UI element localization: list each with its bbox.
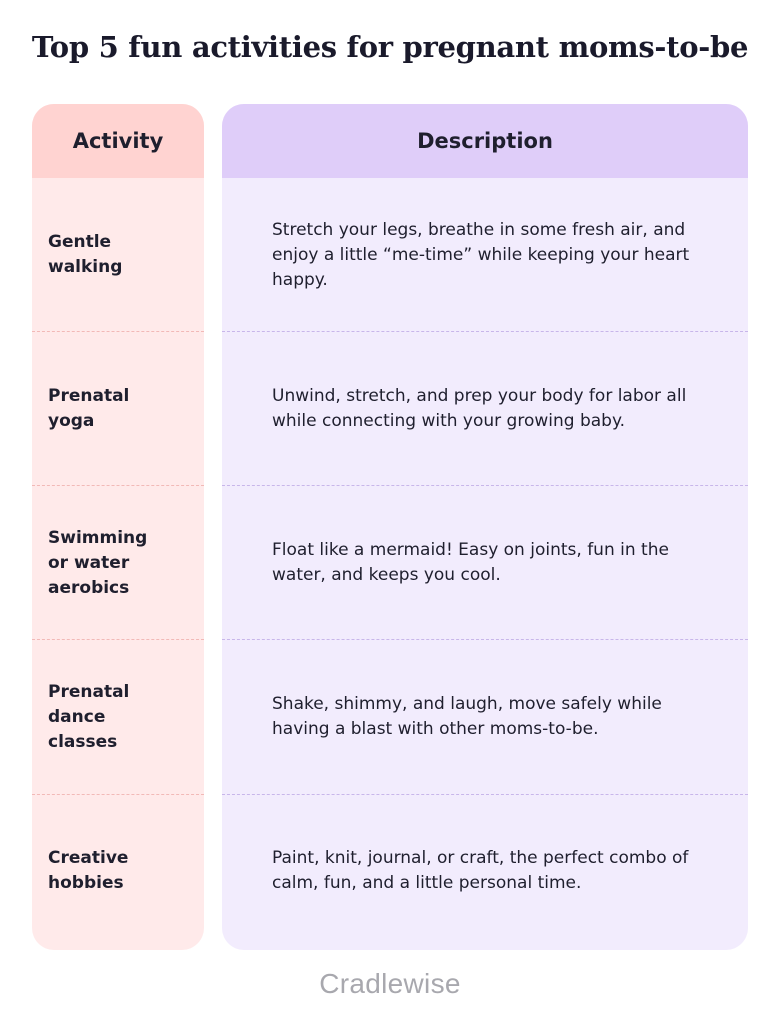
activity-cell: Prenatal yoga (48, 386, 130, 431)
description-cell: Float like a mermaid! Easy on joints, fun in the water, and keeps you cool. (272, 540, 669, 585)
description-cell: Shake, shimmy, and laugh, move safely while having a blast with other moms-to-be. (272, 694, 662, 739)
description-cell: Paint, knit, journal, or craft, the perfect combo of calm, fun, and a little personal time. (272, 848, 689, 893)
description-header: Description (222, 104, 748, 178)
description-column (222, 104, 748, 950)
activity-cell: Gentle walking (48, 232, 123, 277)
description-cell: Unwind, stretch, and prep your body for labor all while connecting with your growing baby. (272, 386, 687, 431)
activity-cell: Swimming or water aerobics (48, 527, 148, 598)
activity-cell: Creative hobbies (48, 848, 129, 893)
cradlewise-logo: Cradlewise (319, 968, 461, 999)
activity-column (32, 104, 204, 950)
activity-header: Activity (32, 104, 204, 178)
activity-cell: Prenatal dance classes (48, 681, 130, 752)
description-cell: Stretch your legs, breathe in some fresh air, and enjoy a little “me-time” while keeping your heart happy. (272, 219, 690, 290)
page-title: Top 5 fun activities for pregnant moms-to-be (31, 30, 749, 64)
